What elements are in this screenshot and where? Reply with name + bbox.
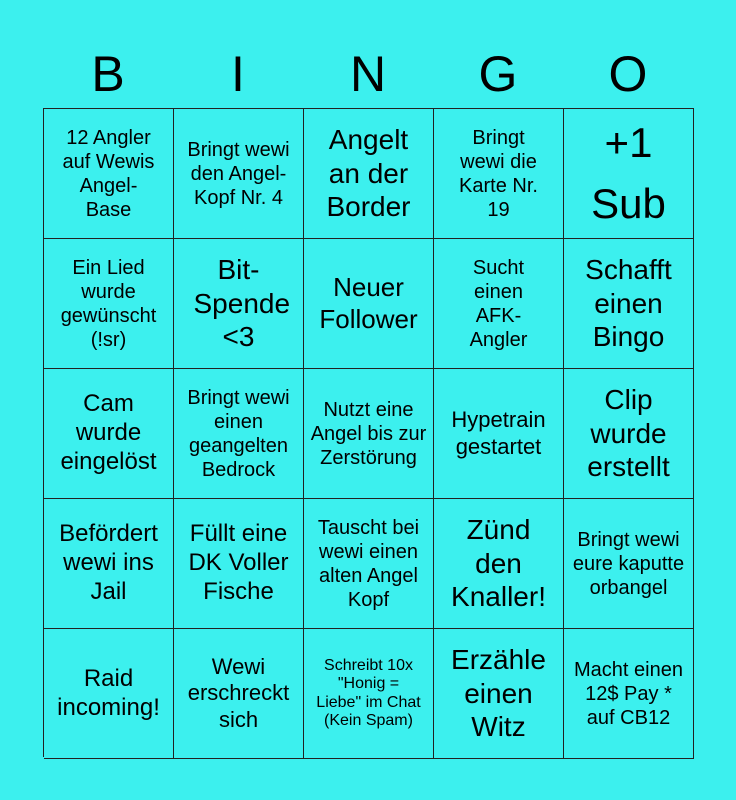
bingo-cell[interactable] xyxy=(44,239,174,369)
bingo-cell[interactable] xyxy=(174,629,304,759)
cell-text: Raid incoming! xyxy=(57,664,160,721)
cell-text: +1 Sub xyxy=(591,118,666,227)
cell-text: Tauscht bei wewi einen alten Angel Kopf xyxy=(317,516,420,611)
bingo-cell[interactable] xyxy=(434,369,564,499)
bingo-cell[interactable] xyxy=(434,109,564,239)
bingo-cell[interactable] xyxy=(434,629,564,759)
header-letter-o: O xyxy=(608,46,648,102)
cell-text: Cam wurde eingelöst xyxy=(60,390,157,475)
cell-text: Bringt wewi den Angel-Kopf Nr. 4 xyxy=(187,138,290,209)
bingo-cell[interactable] xyxy=(304,109,434,239)
bingo-cell[interactable] xyxy=(304,499,434,629)
cell-text: Füllt eine DK Voller Fische xyxy=(188,520,289,605)
cell-text: Bit-Spende <3 xyxy=(193,254,291,353)
bingo-cell[interactable] xyxy=(564,239,694,369)
bingo-cell[interactable] xyxy=(434,239,564,369)
bingo-cell[interactable] xyxy=(174,239,304,369)
cell-text: Hypetrain gestartet xyxy=(451,407,546,459)
bingo-cell[interactable] xyxy=(434,499,564,629)
header-letter-i: I xyxy=(231,46,245,102)
cell-text: Bringt wewi einen geangelten Bedrock xyxy=(187,386,290,481)
bingo-cell[interactable] xyxy=(304,369,434,499)
bingo-cell[interactable] xyxy=(44,369,174,499)
cell-text: Wewi erschreckt sich xyxy=(187,653,290,732)
cell-text: Schreibt 10x "Honig = Liebe" im Chat (Kein Spam) xyxy=(316,656,421,729)
cell-text: Bringt wewi die Karte Nr. 19 xyxy=(459,126,538,221)
bingo-cell[interactable] xyxy=(564,369,694,499)
cell-text: Bringt wewi eure kaputte orbangel xyxy=(572,528,685,599)
header-letter-b: B xyxy=(91,46,125,102)
cell-text: Schafft einen Bingo xyxy=(585,254,672,353)
bingo-board xyxy=(43,108,694,757)
bingo-cell[interactable] xyxy=(44,629,174,759)
cell-text: Erzähle einen Witz xyxy=(451,644,546,743)
cell-text: Nutzt eine Angel bis zur Zerstörung xyxy=(310,398,427,469)
header-letter-g: G xyxy=(478,46,518,102)
cell-text: Neuer Follower xyxy=(319,272,418,334)
cell-text: Ein Lied wurde gewünscht (!sr) xyxy=(60,256,157,351)
cell-text: 12 Angler auf Wewis Angel-Base xyxy=(62,126,155,221)
bingo-cell[interactable] xyxy=(44,499,174,629)
header-letter-n: N xyxy=(349,46,387,102)
cell-text: Zünd den Knaller! xyxy=(451,514,546,613)
cell-text: Angelt an der Border xyxy=(326,124,411,223)
bingo-cell[interactable] xyxy=(564,499,694,629)
bingo-cell[interactable] xyxy=(174,499,304,629)
bingo-cell[interactable] xyxy=(564,109,694,239)
cell-text: Macht einen 12$ Pay * auf CB12 xyxy=(574,658,683,729)
cell-text: Befördert wewi ins Jail xyxy=(59,520,158,605)
bingo-cell[interactable] xyxy=(304,239,434,369)
cell-text: Clip wurde erstellt xyxy=(587,384,670,483)
bingo-cell[interactable] xyxy=(174,109,304,239)
bingo-header xyxy=(43,40,693,108)
cell-text: Sucht einen AFK-Angler xyxy=(469,256,528,351)
bingo-cell[interactable] xyxy=(174,369,304,499)
bingo-cell[interactable] xyxy=(564,629,694,759)
bingo-cell[interactable] xyxy=(44,109,174,239)
bingo-cell[interactable] xyxy=(304,629,434,759)
